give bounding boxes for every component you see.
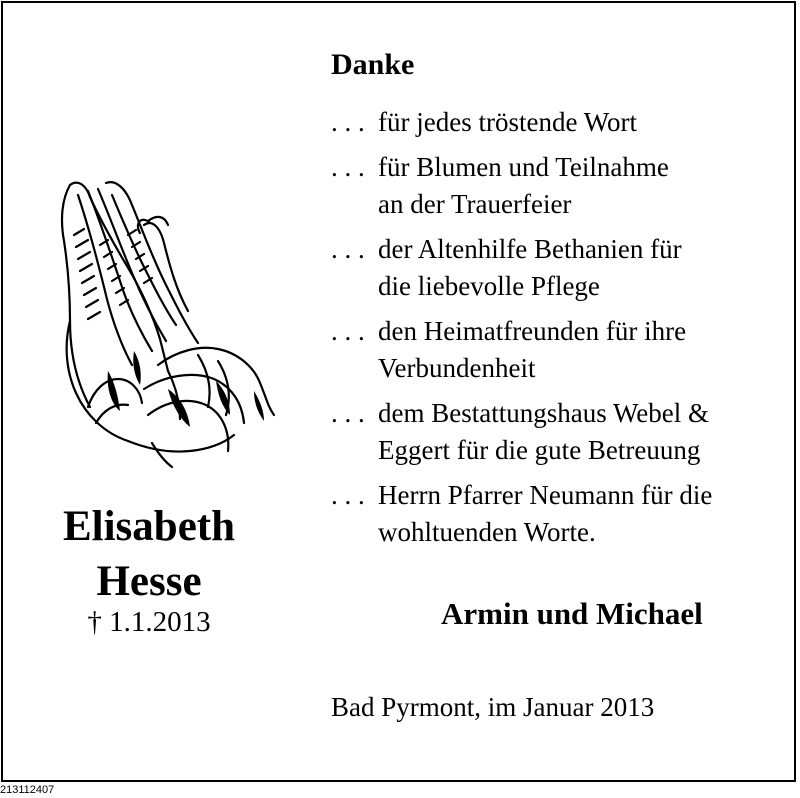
thanks-item-text: der Altenhilfe Bethanien für die liebevolle Pflege <box>378 234 682 301</box>
thanks-item <box>331 231 758 305</box>
place-date: Bad Pyrmont, im Januar 2013 <box>331 692 655 722</box>
ellipsis-prefix: . . . <box>331 107 365 137</box>
death-date: † 1.1.2013 <box>87 606 211 638</box>
thanks-item <box>331 313 758 387</box>
thanks-heading: Danke <box>331 48 415 81</box>
thanks-item <box>331 104 758 141</box>
thanks-item <box>331 395 758 469</box>
ad-id: 213112407 <box>0 784 55 796</box>
thanks-item-text: für Blumen und Teilnahme an der Trauerfeier <box>378 152 669 219</box>
ellipsis-prefix: . . . <box>331 398 365 428</box>
thanks-item <box>331 477 758 551</box>
ellipsis-prefix: . . . <box>331 234 365 264</box>
thanks-item-text: den Heimatfreunden für ihre Verbundenheit <box>378 316 687 383</box>
ellipsis-prefix: . . . <box>331 316 365 346</box>
praying-hands-icon <box>48 175 278 470</box>
thanks-list <box>331 104 758 559</box>
thanks-item-text: für jedes tröstende Wort <box>378 107 638 137</box>
thanks-item <box>331 149 758 223</box>
thanks-item-text: dem Bestattungshaus Webel & Eggert für die gute Betreuung <box>378 398 710 465</box>
ellipsis-prefix: . . . <box>331 152 365 182</box>
deceased-first-name: Elisabeth <box>62 503 236 550</box>
thanks-item-text: Herrn Pfarrer Neumann für die wohltuenden Worte. <box>378 480 713 547</box>
signature: Armin und Michael <box>441 596 703 631</box>
ellipsis-prefix: . . . <box>331 480 365 510</box>
deceased-last-name: Hesse <box>96 558 202 605</box>
